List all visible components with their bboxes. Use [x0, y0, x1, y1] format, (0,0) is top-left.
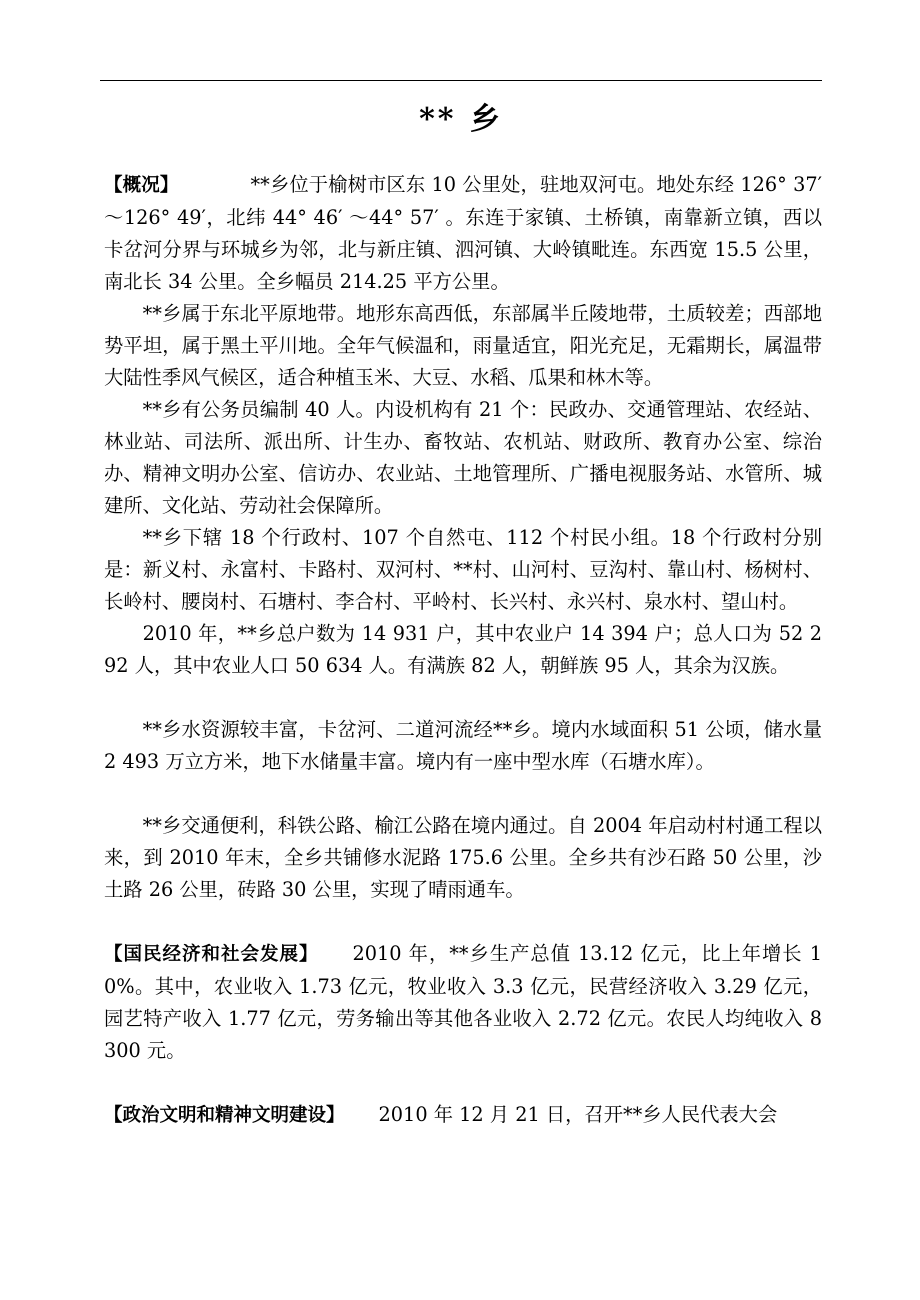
section-heading-civilization: 【政治文明和精神文明建设】	[104, 1105, 345, 1126]
civilization-paragraph	[104, 1099, 822, 1132]
blank-line	[104, 682, 822, 714]
section-heading-economy: 【国民经济和社会发展】	[104, 944, 319, 965]
civilization-text: 2010 年 12 月 21 日，召开**乡人民代表大会	[378, 1103, 778, 1126]
blank-line	[104, 778, 822, 810]
blank-line	[104, 1067, 822, 1099]
overview-text-1: **乡位于榆树市区东 10 公里处，驻地双河屯。地处东经 126° 37′ ～126° 49′，北纬 44° 46′ ～44° 57′ 。东连于家镇、土桥镇，南靠新立镇，西以卡岔河分界与环城乡为邻，北与新庄镇、泗河镇、大岭镇毗连。东西宽 15.5 公里，南北长 34 公里。全乡幅员 214.25 平方公里。	[104, 173, 822, 293]
overview-paragraph-2: **乡属于东北平原地带。地形东高西低，东部属半丘陵地带，土质较差；西部地势平坦，属于黑土平川地。全年气候温和，雨量适宜，阳光充足，无霜期长，属温带大陆性季风气候区，适合种植玉米、大豆、水稻、瓜果和林木等。	[104, 302, 822, 389]
section-heading-overview: 【概况】	[104, 175, 179, 196]
overview-paragraph-4: **乡下辖 18 个行政村、107 个自然屯、112 个村民小组。18 个行政村分别是：新义村、永富村、卡路村、双河村、**村、山河村、豆沟村、靠山村、杨树村、长岭村、腰岗村、石塘村、李合村、平岭村、长兴村、永兴村、泉水村、望山村。	[104, 526, 822, 613]
overview-paragraph-1	[104, 169, 822, 298]
overview-paragraph-3: **乡有公务员编制 40 人。内设机构有 21 个：民政办、交通管理站、农经站、林业站、司法所、派出所、计生办、畜牧站、农机站、财政所、教育办公室、综治办、精神文明办公室、信访办、农业站、土地管理所、广播电视服务站、水管所、城建所、文化站、劳动社会保障所。	[104, 398, 822, 517]
page-title: ** 乡	[419, 102, 503, 137]
blank-line	[104, 906, 822, 938]
overview-paragraph-5: 2010 年，**乡总户数为 14 931 户，其中农业户 14 394 户；总人口为 52 292 人，其中农业人口 50 634 人。有满族 82 人，朝鲜族 95 人，其余为汉族。	[104, 622, 822, 677]
header-rule	[100, 80, 822, 81]
document-body	[104, 169, 822, 1132]
economy-paragraph	[104, 938, 822, 1067]
economy-text: 2010 年，**乡生产总值 13.12 亿元，比上年增长 10%。其中，农业收入 1.73 亿元，牧业收入 3.3 亿元，民营经济收入 3.29 亿元，园艺特产收入 1.77 亿元，劳务输出等其他各业收入 2.72 亿元。农民人均纯收入 8 300 元。	[104, 942, 822, 1062]
overview-paragraph-6: **乡水资源较丰富，卡岔河、二道河流经**乡。境内水域面积 51 公顷，储水量 2 493 万立方米，地下水储量丰富。境内有一座中型水库（石塘水库）。	[104, 718, 822, 773]
overview-paragraph-7: **乡交通便利，科铁公路、榆江公路在境内通过。自 2004 年启动村村通工程以来，到 2010 年末，全乡共铺修水泥路 175.6 公里。全乡共有沙石路 50 公里，沙土路 26 公里，砖路 30 公里，实现了晴雨通车。	[104, 814, 822, 901]
